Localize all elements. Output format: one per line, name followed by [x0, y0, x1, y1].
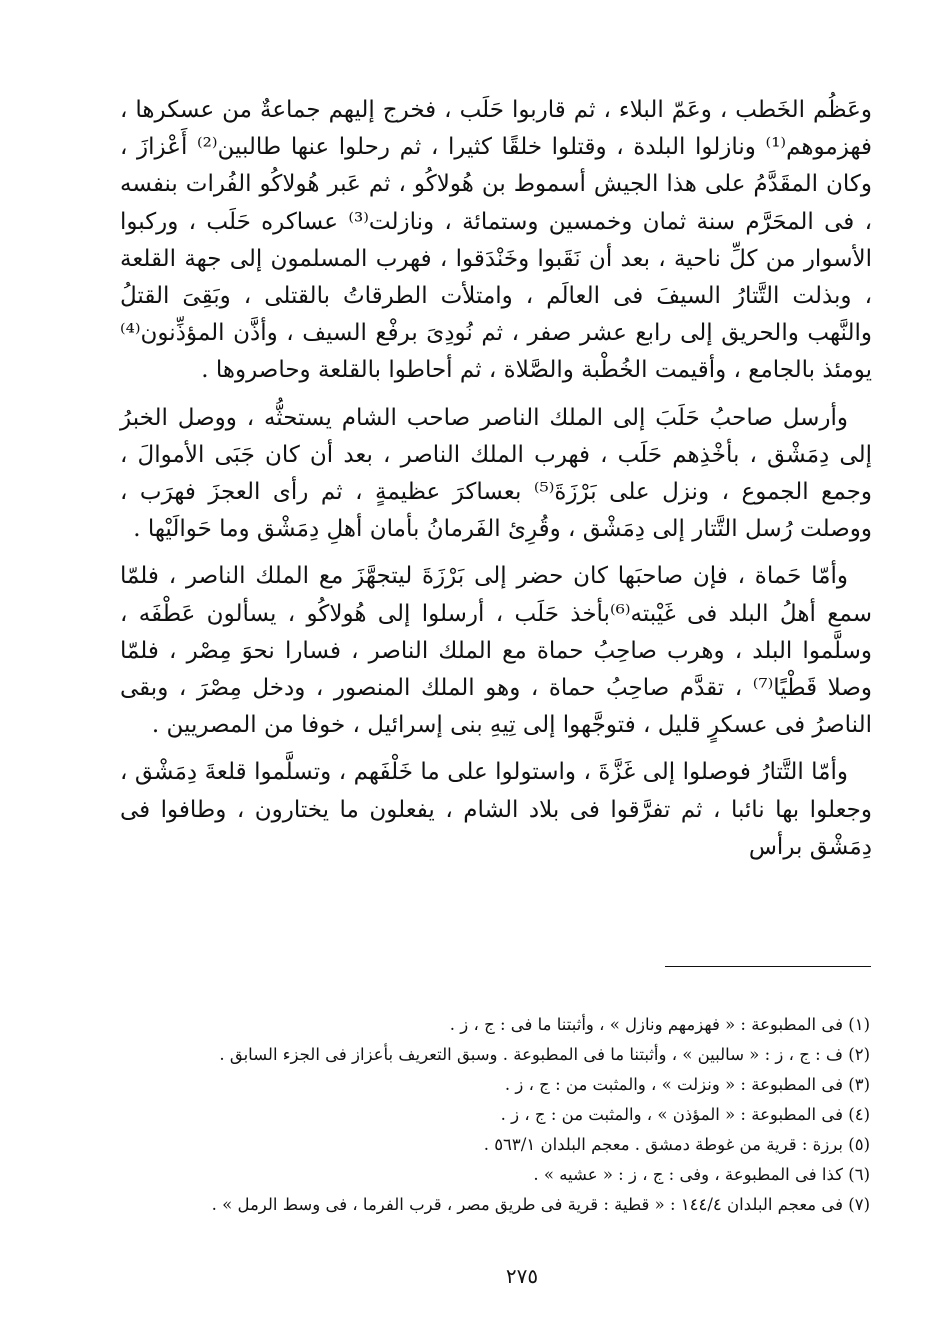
footnote-divider [665, 966, 871, 967]
paragraph: وأمّا التَّتارُ فوصلوا إلى غَزَّةَ ، واستولوا على ما خَلْفَهم ، وتسلَّموا قلعةَ دِمَشْق ، وجعلوا بها نائبا ، ثم تفرَّقوا فى بلاد الشام ، يفعلون ما يختارون ، وطافوا فى دِمَشْق برأس [120, 759, 872, 860]
footnote: (٧) فى معجم البلدان ١٤٤/٤ : « قطية : قرية فى طريق مصر ، قرب الفرما ، فى وسط الرمل » . [211, 1195, 870, 1214]
footnotes [150, 1010, 870, 1220]
paragraph: وأمّا حَماة ، فإن صاحبَها كان حضر إلى بَرْزَةَ ليتجهَّزَ مع الملك الناصر ، فلمّا سمع أهلُ البلد فى غَيْبته⁽⁶⁾بأخذ حَلَب ، أرسلوا إلى هُولاكُو ، يسألون عَطْفَه ، وسلَّموا البلد ، وهرب صاحِبُ حماة مع الملك الناصر ، فسارا نحوَ مِصْر ، فلمّا وصلا قَطْيًا⁽⁷⁾ ، تقدَّم صاحِبُ حماة ، وهو الملك المنصور ، ودخل مِصْرَ ، وبقى الناصرُ فى عسكرٍ قليل ، فتوجَّهوا إلى تِيهِ بنى إسرائيل ، خوفا من المصريين . [120, 563, 872, 739]
page-number: ٢٧٥ [505, 1264, 539, 1288]
footnote: (٢) ف : ج ، ز : « سالبين » ، وأثبتنا ما فى المطبوعة . وسبق التعريف بأعزاز فى الجزء السابق . [219, 1045, 870, 1064]
paragraph: وعَظُم الخَطب ، وعَمّ البلاء ، ثم قاربوا حَلَب ، فخرج إليهم جماعةٌ من عسكرها ، فهزموهم⁽¹⁾ ونازلوا البلدة ، وقتلوا خلقًا كثيرا ، ثم رحلوا عنها طالبين⁽²⁾ أَعْزازَ ، وكان المقَدَّمُ على هذا الجيش أسموط بن هُولاكُو ، ثم عَبر هُولاكُو الفُرات بنفسه ، فى المحَرَّم سنة ثمان وخمسين وستمائة ، ونازلت⁽³⁾ عساكره حَلَب ، وركبوا الأسوار من كلِّ ناحية ، بعد أن نَقَبوا وخَنْدَقوا ، فهرب المسلمون إلى جهة القلعة ، وبذلت التَّتارُ السيفَ فى العالَم ، وامتلأت الطرقاتُ بالقتلى ، وبَقِىَ القتلُ والنَّهب والحريق إلى رابع عشر صفر ، ثم نُودِىَ برفْع السيف ، وأذَّن المؤذِّنون⁽⁴⁾ يومئذ بالجامع ، وأقيمت الخُطْبة والصَّلاة ، ثم أحاطوا بالقلعة وحاصروها . [120, 97, 872, 384]
paragraph: وأرسل صاحبُ حَلَبَ إلى الملك الناصر صاحب الشام يستحثُّه ، ووصل الخبرُ إلى دِمَشْق ، بأخْذِهم حَلَب ، فهرب الملك الناصر ، بعد أن كان جَبَى الأموالَ ، وجمع الجموع ، ونزل على بَرْزَةَ⁽⁵⁾ بعساكرَ عظيمةٍ ، ثم رأى العجزَ فهرَب ، ووصلت رُسل التَّتار إلى دِمَشْق ، وقُرِئ الفَرمانُ بأمان أهلِ دِمَشْق وما حَوالَيْها . [120, 404, 873, 543]
footnote: (٣) فى المطبوعة : « ونزلت » ، والمثبت من : ج ، ز . [504, 1075, 870, 1094]
footnote: (٦) كذا فى المطبوعة ، وفى : ج ، ز : « عشيه » . [533, 1165, 870, 1184]
main-text [120, 92, 872, 866]
footnote: (١) فى المطبوعة : « فهزمهم ونازل » ، وأثبتنا ما فى : ج ، ز . [449, 1015, 870, 1034]
footnote: (٤) فى المطبوعة : « المؤذن » ، والمثبت من : ج ، ز . [500, 1105, 870, 1124]
footnote: (٥) برزة : قرية من غوطة دمشق . معجم البلدان ٥٦٣/١ . [483, 1135, 870, 1154]
